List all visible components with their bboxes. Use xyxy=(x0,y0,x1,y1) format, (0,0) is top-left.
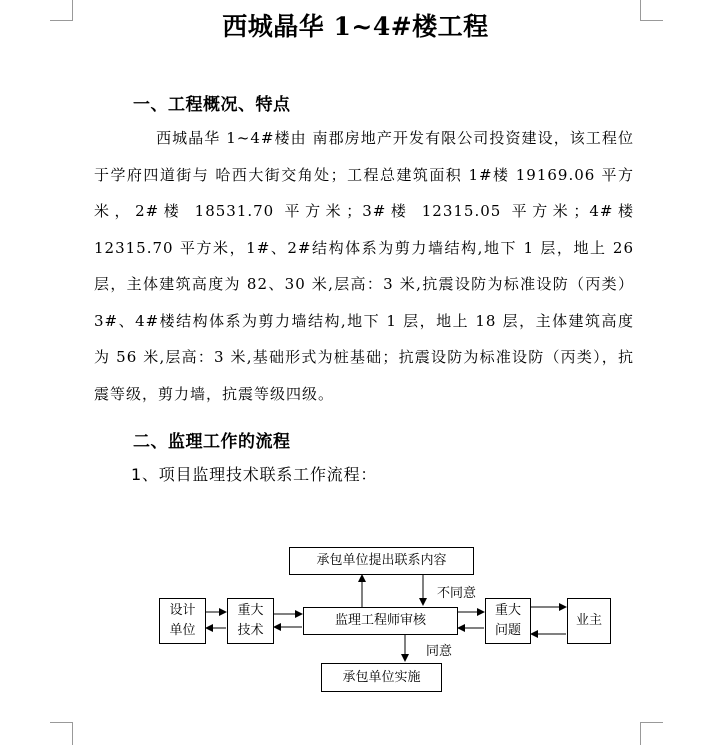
box-contractor-submit xyxy=(289,547,474,575)
overview-paragraph-text: 西城晶华 1~4#楼由 南郡房地产开发有限公司投资建设，该工程位于学府四道街与 哈西大街交角处；工程总建筑面积 1#楼 19169.06 平方米，2#楼 18531.70 平方米；3#楼 12315.05 平方米；4#楼 12315.70 平方米，1#、2#结构体系为剪力墙结构,地下 1 层，地上 26 层，主体建筑高度为 82、30 米,层高：3 米,抗震设防为标准设防（丙类）3#、4#楼结构体系为剪力墙结构,地下 1 层，地上 18 层，主体建筑高度为 56 米,层高：3 米,基础形式为桩基础；抗震设防为标准设防（丙类），抗震等级，剪力墙，抗震等级四级。 xyxy=(94,129,634,403)
section-heading-overview: 一、工程概况、特点 xyxy=(133,95,291,115)
box-contractor-submit-label: 承包单位提出联系内容 xyxy=(316,553,447,568)
box-owner-label: 业主 xyxy=(575,613,602,628)
box-contractor-implement xyxy=(321,663,442,692)
box-design-unit-label xyxy=(169,601,195,641)
section-heading-workflow: 二、监理工作的流程 xyxy=(133,432,291,452)
design-unit-line2: 单位 xyxy=(169,623,196,638)
major-issue-line1: 重大 xyxy=(494,603,521,618)
box-owner xyxy=(567,598,611,644)
box-engineer-review-label: 监理工程师审核 xyxy=(334,613,426,628)
box-design-unit xyxy=(159,598,206,644)
box-engineer-review xyxy=(303,607,458,635)
box-contractor-implement-label: 承包单位实施 xyxy=(342,669,421,685)
label-agree: 同意 xyxy=(426,644,453,659)
design-unit-line1: 设计 xyxy=(169,603,196,618)
box-major-tech xyxy=(227,598,274,644)
subsection-heading-tech-liaison: 1、项目监理技术联系工作流程： xyxy=(131,465,378,484)
major-tech-line1: 重大 xyxy=(237,603,264,618)
box-major-tech-label xyxy=(237,601,263,641)
major-issue-line2: 问题 xyxy=(494,623,521,638)
major-tech-line2: 技术 xyxy=(237,623,264,638)
document-title: 西城晶华 1~4#楼工程 xyxy=(222,12,489,41)
box-major-issue xyxy=(485,598,531,644)
box-major-issue-label xyxy=(495,601,521,641)
label-disagree: 不同意 xyxy=(437,586,477,601)
